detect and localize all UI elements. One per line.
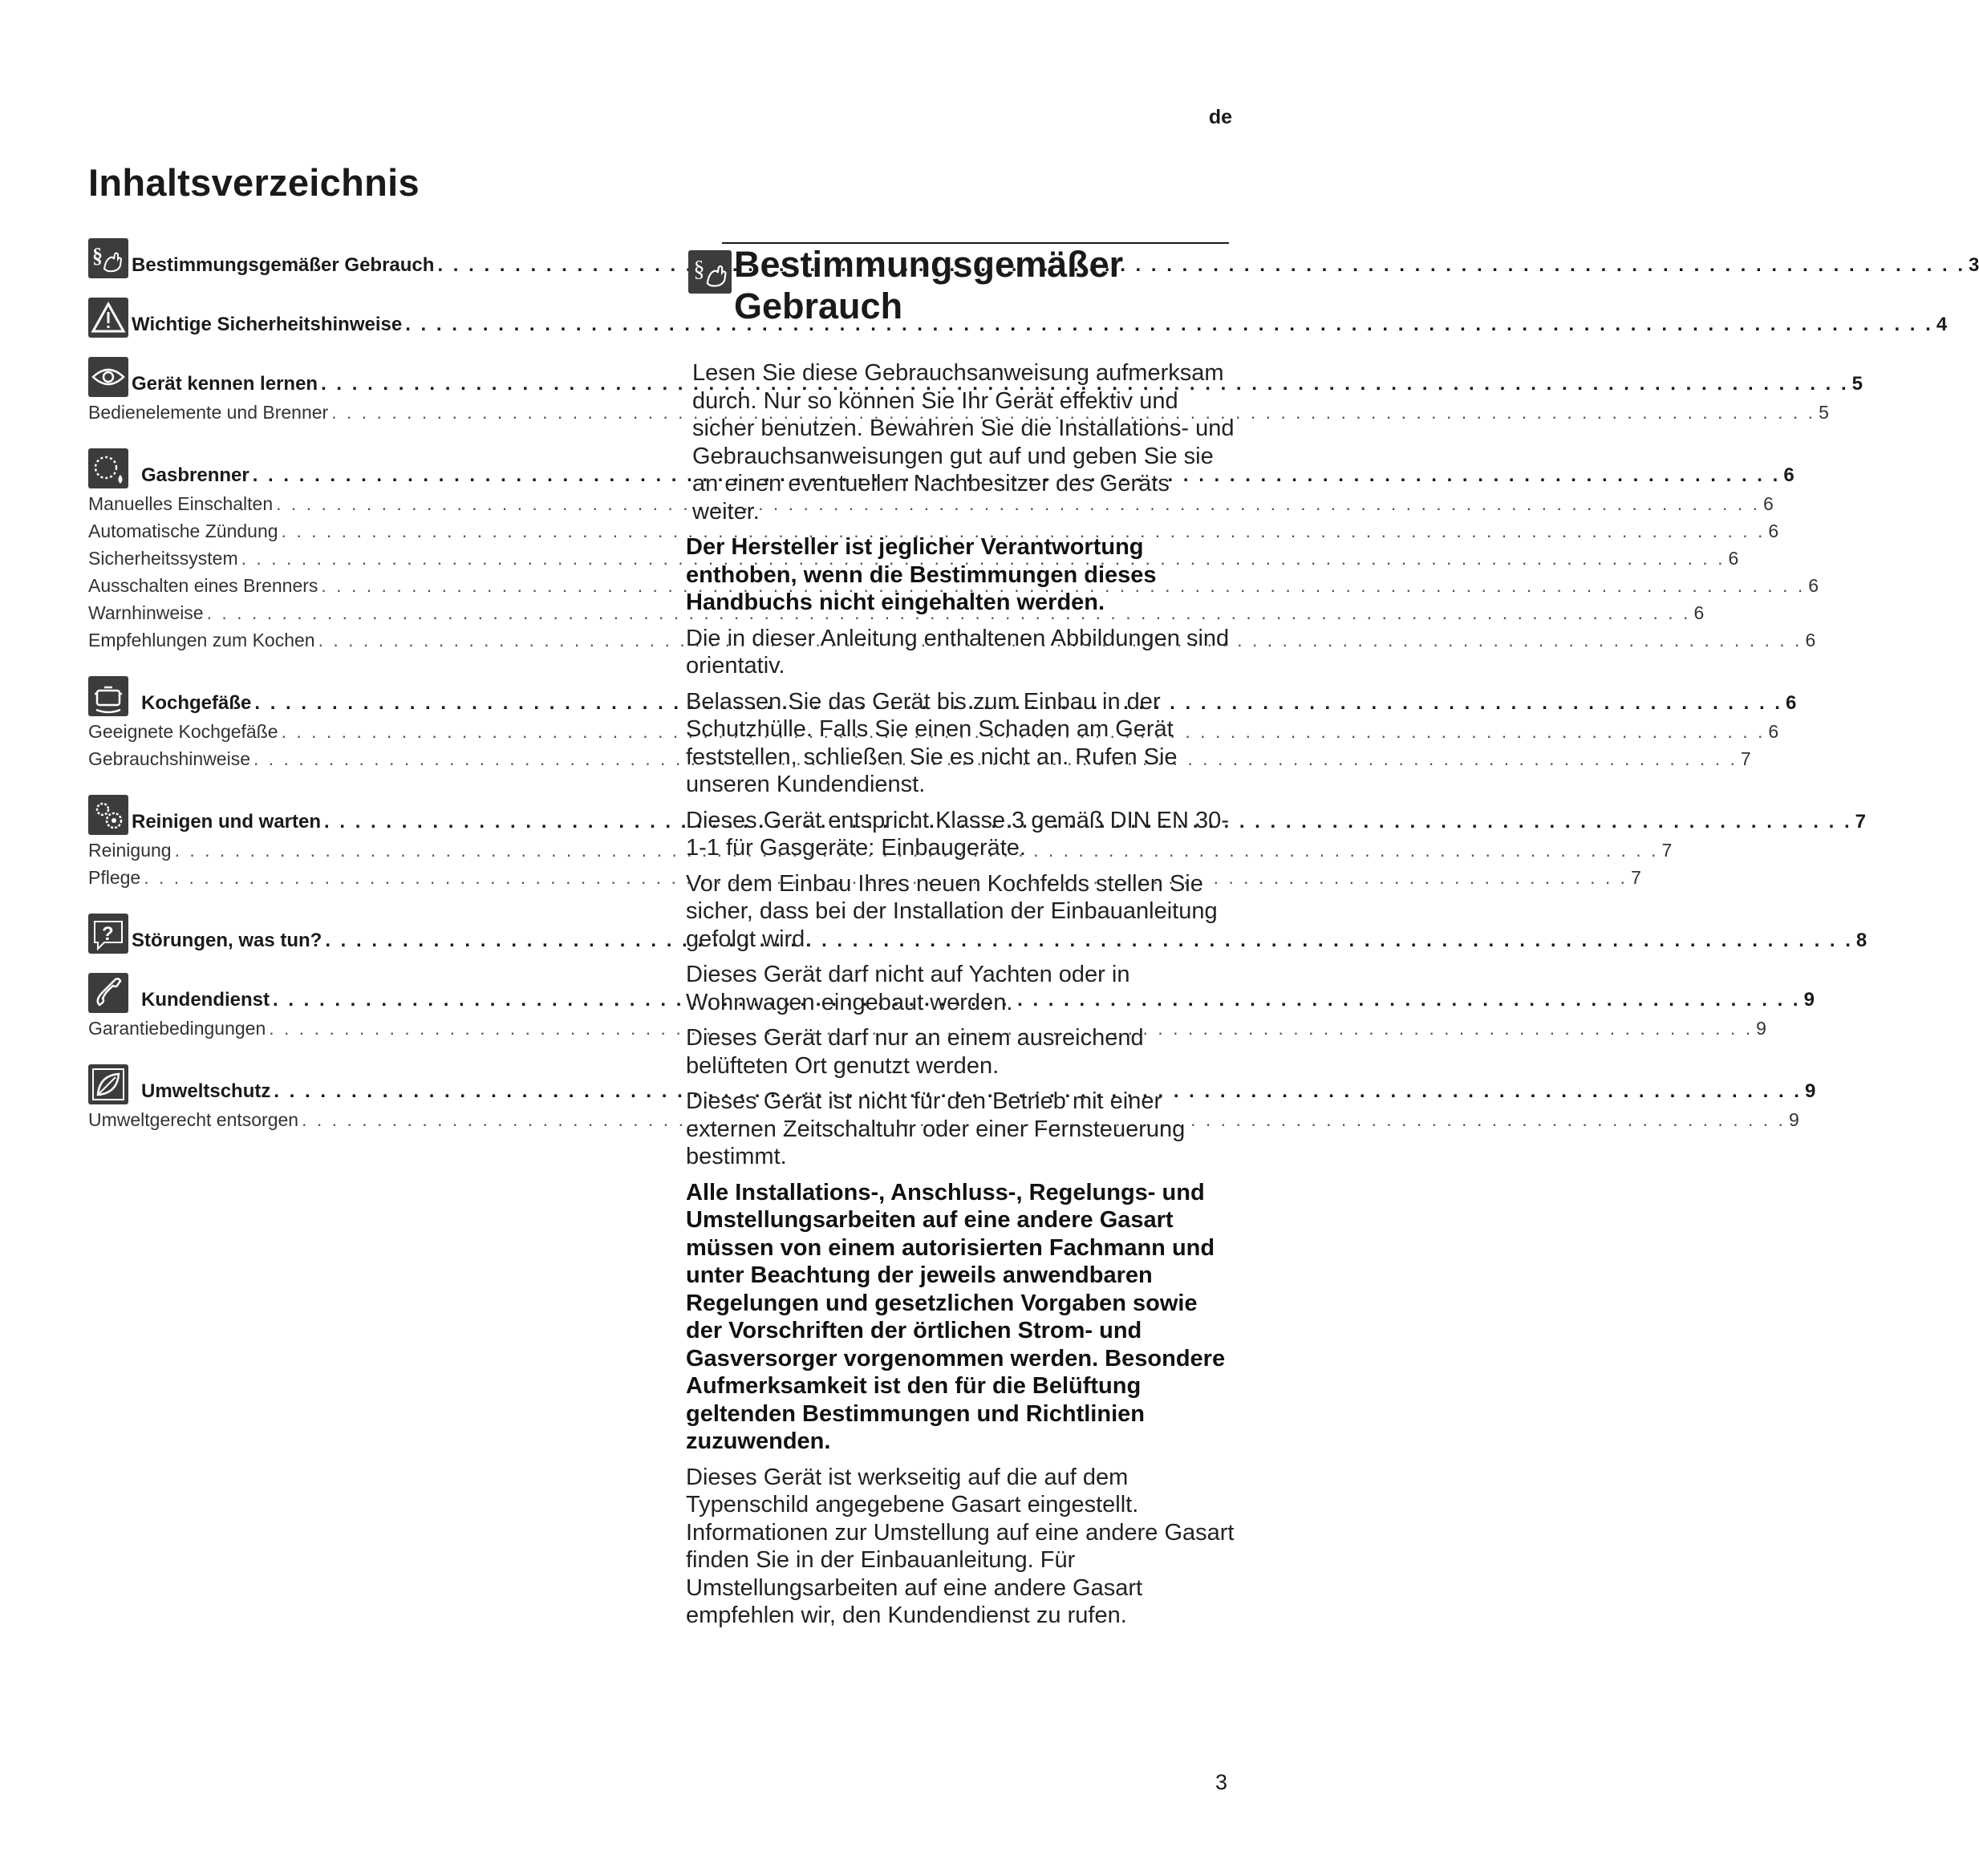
toc-entry-label: Kochgefäße [141, 692, 252, 714]
toc-subentries [88, 1018, 1766, 1045]
toc-subentry-page: 6 [1728, 548, 1739, 569]
toc-entry-page: 3 [1969, 254, 1979, 276]
toc-entry[interactable] [88, 237, 1979, 278]
cookware-icon [88, 676, 128, 716]
paragraph: Lesen Sie diese Gebrauchsanweisung aufmerksam durch. Nur so können Sie Ihr Gerät effektiv und sicher benutzen. Bewahren Sie die Installations- und Gebrauchsanweisungen gut auf und geben Sie sie an einen eventuellen Nachbesitzer des Geräts weiter. [692, 360, 1235, 525]
question-mark-icon [88, 914, 128, 954]
toc-subentries [88, 1109, 1799, 1137]
bold-paragraph: Der Hersteller ist jeglicher Verantwortung enthoben, wenn die Bestimmungen dieses Handbuchs nicht eingehalten werden. [686, 534, 1157, 615]
toc-entry-label: Störungen, was tun? [132, 930, 322, 951]
toc-subentry-page: 6 [1768, 521, 1779, 541]
toc-section-storungen-was-tun [88, 912, 1867, 954]
toc-subentry-page: 6 [1768, 721, 1779, 742]
toc-subentry-label: Bedienelemente und Brenner [88, 402, 329, 423]
toc-section-bestimmungsgemasser-gebrauch [88, 237, 1979, 278]
toc-entry-page: 6 [1785, 692, 1797, 714]
toc-subentry-page: 6 [1805, 630, 1816, 650]
toc-subentry-label: Automatische Zündung [88, 521, 278, 541]
toc-subentry[interactable] [88, 1018, 1766, 1045]
toc-entry[interactable] [88, 912, 1867, 954]
toc-subentry-page: 9 [1788, 1109, 1799, 1130]
toc-entry-label: Umweltschutz [141, 1080, 271, 1102]
toc-subentry-label: Gebrauchshinweise [88, 748, 251, 769]
toc-entry-label: Bestimmungsgemäßer Gebrauch [132, 254, 435, 276]
section-hand-icon [88, 238, 128, 278]
toc-subentry[interactable] [88, 602, 1705, 630]
paragraph: Dieses Gerät darf nur an einem ausreichend belüfteten Ort genutzt werden. [686, 1025, 1144, 1079]
toc-subentry[interactable] [88, 748, 1751, 776]
section-header [686, 241, 1239, 340]
toc-subentry-label: Empfehlungen zum Kochen [88, 630, 315, 650]
section-body [686, 359, 1239, 1630]
gas-burner-icon [88, 448, 128, 488]
language-code: de [1208, 106, 1232, 128]
toc-subentry[interactable] [88, 493, 1774, 521]
eye-icon [88, 357, 128, 397]
toc-title: Inhaltsverzeichnis [88, 161, 420, 204]
toc-subentry-label: Manuelles Einschalten [88, 493, 274, 514]
page-number: 3 [1215, 1770, 1227, 1794]
leaf-icon [88, 1064, 128, 1104]
toc-subentry-page: 5 [1819, 402, 1829, 423]
toc-subentry-page: 6 [1763, 493, 1774, 514]
toc-entry-page: 8 [1855, 930, 1867, 951]
toc-entry[interactable] [88, 1063, 1816, 1104]
paragraph: Dieses Gerät darf nicht auf Yachten oder in Wohnwagen eingebaut werden. [686, 962, 1130, 1015]
toc-subentry-label: Umweltgerecht entsorgen [88, 1109, 299, 1130]
toc-entry[interactable] [88, 355, 1863, 397]
toc-entry-page: 4 [1936, 314, 1948, 335]
svg-text:§: § [92, 244, 103, 267]
bold-paragraph: Alle Installations-, Anschluss-, Regelungs- und Umstellungsarbeiten auf eine andere Gasart müssen von einem autorisierten Fachmann und unter Beachtung der jeweils anwendbaren Regelungen und gesetzlichen Vorgaben sowie der Vorschriften der örtlichen Strom- und Gasversorger vorgenommen werden. Besondere Aufmerksamkeit ist den für die Belüftung geltenden Bestimmungen und Richtlinien zuzuwenden. [686, 1179, 1226, 1454]
section-title [734, 244, 1123, 327]
paragraph: Vor dem Einbau Ihres neuen Kochfelds stellen Sie sicher, dass bei der Installation der Einbauanleitung gefolgt wird. [686, 870, 1218, 952]
toc-subentries [88, 402, 1829, 429]
toc-subentry-page: 9 [1756, 1018, 1766, 1039]
toc-section-gerat-kennen-lernen [88, 355, 1863, 429]
toc-subentry[interactable] [88, 521, 1779, 548]
toc-subentry[interactable] [88, 1109, 1799, 1137]
section-title-line1: Bestimmungsgemäßer [734, 244, 1124, 285]
toc-subentry[interactable] [88, 867, 1641, 894]
toc-subentry-page: 7 [1740, 748, 1751, 769]
toc-entry-label: Kundendienst [141, 989, 270, 1011]
gears-icon [88, 795, 128, 835]
toc-entry-page: 9 [1803, 989, 1815, 1011]
toc-entry[interactable] [88, 447, 1794, 488]
toc-subentry-page: 6 [1693, 602, 1705, 623]
toc-subentry[interactable] [88, 840, 1673, 867]
toc-entry[interactable] [88, 675, 1797, 716]
toc-subentry-label: Warnhinweise [88, 602, 204, 623]
toc-subentry-label: Garantiebedingungen [88, 1018, 266, 1039]
paragraph: Dieses Gerät ist nicht für den Betrieb mit einer externen Zeitschaltuhr oder einer Fernsteuerung bestimmt. [686, 1088, 1186, 1169]
toc-subentry-page: 7 [1661, 840, 1673, 861]
svg-text:§: § [693, 257, 705, 282]
section-title-line2: Gebrauch [734, 286, 903, 326]
section-hand-icon [688, 250, 732, 294]
toc-entry-label: Gasbrenner [141, 464, 249, 486]
svg-text:?: ? [102, 923, 114, 945]
section-bestimmungsgemaesser-gebrauch [686, 241, 1239, 1638]
toc-entry-page: 6 [1783, 464, 1794, 486]
toc-subentry-label: Reinigung [88, 840, 172, 861]
paragraph: Die in dieser Anleitung enthaltenen Abbildungen sind orientativ. [686, 625, 1230, 679]
toc-subentry[interactable] [88, 548, 1739, 575]
toc-subentry-label: Sicherheitssystem [88, 548, 238, 569]
toc-subentry-label: Ausschalten eines Brenners [88, 575, 318, 596]
toc-entry-label: Wichtige Sicherheitshinweise [132, 314, 403, 335]
toc-entry-page: 7 [1855, 811, 1866, 833]
toc-subentry-page: 7 [1631, 867, 1641, 888]
toc-entry-page: 5 [1851, 373, 1863, 395]
toc-entry-page: 9 [1804, 1080, 1816, 1102]
toc-subentry[interactable] [88, 575, 1819, 602]
toc-entry-label: Reinigen und warten [132, 811, 322, 833]
toc-subentries [88, 840, 1673, 894]
toc-subentry-label: Geeignete Kochgefäße [88, 721, 278, 742]
toc-subentry[interactable] [88, 402, 1829, 429]
toc-subentry-page: 6 [1808, 575, 1819, 596]
toc-subentry[interactable] [88, 721, 1779, 748]
phone-icon [88, 973, 128, 1013]
toc-entry-label: Gerät kennen lernen [132, 373, 318, 395]
paragraph: Dieses Gerät ist werkseitig auf die auf dem Typenschild angegebene Gasart eingestellt. Informationen zur Umstellung auf eine andere Gasart finden Sie in der Einbauanleitung. Für Umstellungsarbeiten auf eine andere Gasart empfehlen wir, den Kundendienst zu rufen. [686, 1464, 1235, 1628]
warning-triangle-icon [88, 298, 128, 338]
paragraph: Belassen Sie das Gerät bis zum Einbau in der Schutzhülle. Falls Sie einen Schaden am Gerät feststellen, schließen Sie es nicht an. Rufen Sie unseren Kundendienst. [686, 688, 1178, 797]
paragraph: Dieses Gerät entspricht Klasse 3 gemäß DIN EN 30-1-1 für Gasgeräte: Einbaugeräte. [686, 807, 1229, 861]
toc-subentry-label: Pflege [88, 867, 141, 888]
